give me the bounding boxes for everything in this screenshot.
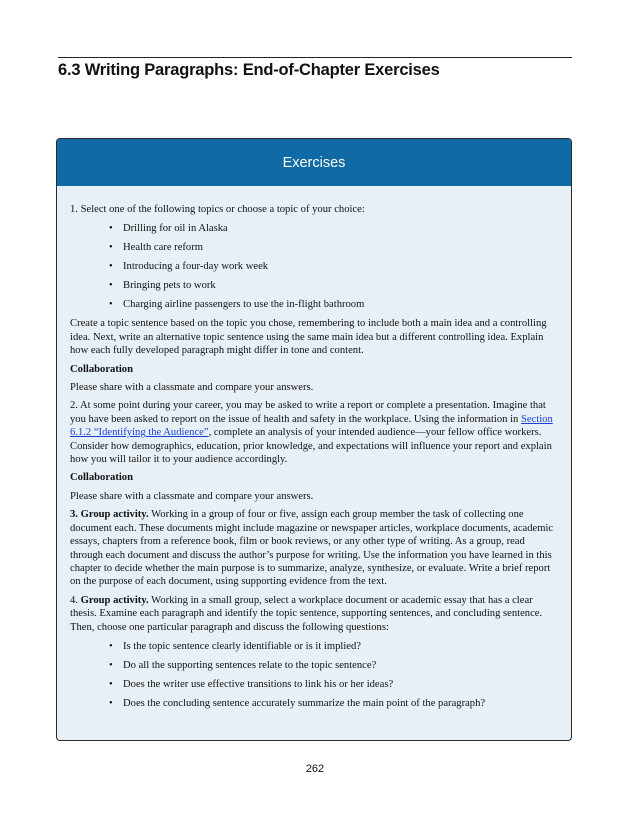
question-item-text: Does the concluding sentence accurately summarize the main point of the paragraph? [123,697,486,709]
bullet-icon: • [109,678,113,690]
exercise-2-text-b: , complete an analysis of your intended audience—your fellow office workers. Consider how demographics, education, prior knowledge, and expectations will influence your report and explain how you will tailor it to your audience accordingly. [70,427,552,466]
bullet-icon: • [109,299,113,311]
exercises-box [56,138,572,741]
question-item-text: Does the writer use effective transitions to link his or her ideas? [123,678,394,690]
topic-item-text: Health care reform [123,242,203,254]
collaboration-heading-text: Collaboration [70,363,133,375]
exercise-4-text: Working in a small group, select a workplace document or academic essay that has a clear thesis. Examine each paragraph and identify the topic sentence, supporting sentences, and concluding sentence. Then, choose one particular paragraph and discuss the following questions: [70,594,543,633]
exercise-3-label: 3. Group activity. [70,509,149,521]
list-item [109,659,559,672]
exercise-1-intro: 1. Select one of the following topics or choose a topic of your choice: [70,204,365,215]
page-number: 262 [305,763,325,775]
bullet-icon: • [109,261,113,273]
topic-item-text: Charging airline passengers to use the in-flight bathroom [123,299,365,311]
section-6-1-2-link[interactable]: Section 6.1.2 “Identifying the Audience” [70,413,553,439]
exercise-4-number: 4. [70,594,81,606]
list-item [109,222,559,235]
question-item-text: Do all the supporting sentences relate to the topic sentence? [123,659,377,671]
bullet-icon: • [109,697,113,709]
list-item [109,260,559,273]
topic-list [70,222,559,311]
question-item-text: Is the topic sentence clearly identifiable or is it implied? [123,640,361,652]
collaboration-heading [70,363,559,376]
collaboration-heading [70,471,559,484]
exercise-1-instructions: Create a topic sentence based on the topic you chose, remembering to include both a main idea and a controlling idea. Next, write an alternative topic sentence using the same main idea but a different controlling idea. Explain how each fully developed paragraph might differ in tone and content. [70,318,547,357]
list-item [109,241,559,254]
exercise-2 [70,399,559,466]
topic-item-text: Bringing pets to work [123,280,216,292]
exercise-2-text-a: 2. At some point during your career, you may be asked to write a report or complete a presentation. Imagine that you have been asked to report on the issue of health and safety in the workplace. Using the information in [70,400,546,425]
bullet-icon: • [109,223,113,235]
bullet-icon: • [109,659,113,671]
exercise-4-label: Group activity. [80,594,149,606]
top-rule [58,57,572,58]
exercise-3-text: Working in a group of four or five, assign each group member the task of collecting one document each. These documents might include magazine or newspaper articles, workplace documents, academic essays, chapters from a reference book, film or book reviews, or any other type of writing. As a group, read through each document and discuss the author’s purpose for writing. Use the information you have learned in this chapter to decide whether the main purpose is to summarize, analyze, synthesize, or evaluate. Write a brief report on the purpose of each document, using supporting evidence from the text. [70,509,554,588]
list-item [109,678,559,691]
bullet-icon: • [109,640,113,652]
list-item [109,279,559,292]
list-item [109,697,559,710]
exercises-body [57,186,571,710]
exercises-header: Exercises [57,139,571,186]
collaboration-heading-text: Collaboration [70,472,133,484]
collaboration-text: Please share with a classmate and compare your answers. [70,382,314,394]
exercise-3 [70,508,559,588]
exercise-4 [70,594,559,634]
question-list [70,640,559,710]
bullet-icon: • [109,242,113,254]
list-item [109,640,559,653]
chapter-title: 6.3 Writing Paragraphs: End-of-Chapter Exercises [58,61,440,79]
collaboration-text: Please share with a classmate and compare your answers. [70,490,314,502]
list-item [109,298,559,311]
topic-item-text: Introducing a four-day work week [123,261,269,273]
topic-item-text: Drilling for oil in Alaska [123,223,228,235]
bullet-icon: • [109,280,113,292]
